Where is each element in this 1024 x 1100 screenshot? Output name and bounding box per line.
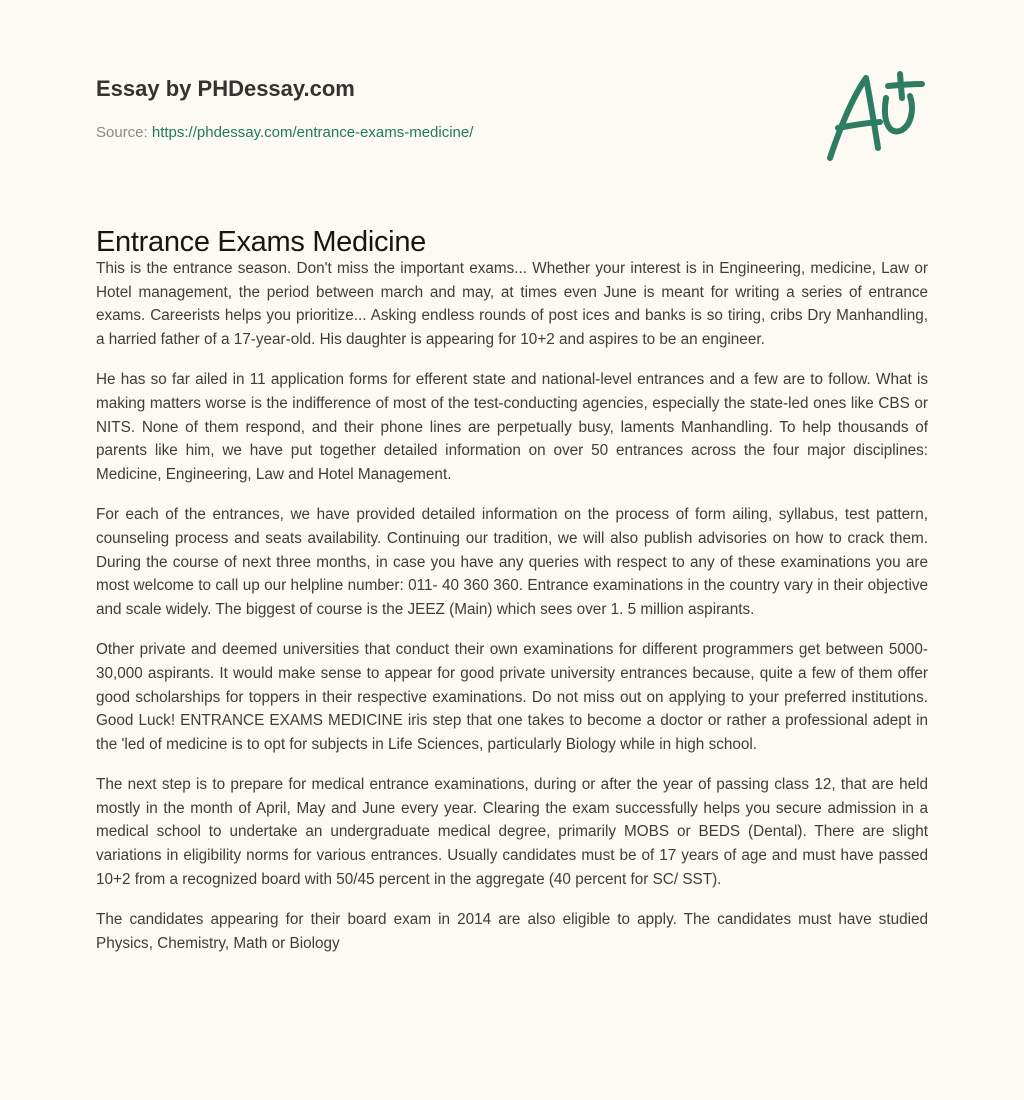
paragraph: Other private and deemed universities that conduct their own examinations for different programmers get between 5000-30,000 aspirants. It would make sense to appear for good private university entrances because, quite a few of them offer good scholarships for toppers in their respective examinations. Do not miss out on applying to your preferred institutions. Good Luck! ENTRANCE EXAMS MEDICINE iris step that one takes to become a doctor or rather a professional adept in the 'led of medicine is to opt for subjects in Life Sciences, particularly Biology while in high school. — [96, 641, 928, 753]
paragraph: The candidates appearing for their board exam in 2014 are also eligible to apply. The candidates must have studied Physics, Chemistry, Math or Biology — [96, 911, 928, 952]
page-title: Entrance Exams Medicine — [96, 226, 426, 258]
paragraph: For each of the entrances, we have provided detailed information on the process of form ailing, syllabus, test pattern, counseling process and seats availability. Continuing our tradition, we will also publish advisories on how to crack them. During the course of next three months, in case you have any queries with respect to any of these examinations you are most welcome to call up our helpline number: 011- 40 360 360. Entrance examinations in the country vary in their objective and scale widely. The biggest of course is the JEEZ (Main) which sees over 1. 5 million aspirants. — [96, 506, 928, 618]
source-link[interactable]: https://phdessay.com/entrance-exams-medicine/ — [151, 124, 474, 141]
source-line — [96, 124, 473, 141]
a-plus-logo-icon — [818, 68, 928, 164]
paragraph: The next step is to prepare for medical entrance examinations, during or after the year of passing class 12, that are held mostly in the month of April, May and June every year. Clearing the exam successfully helps you secure admission in a medical school to undertake an undergraduate medical degree, primarily MOBS or BEDS (Dental). There are slight variations in eligibility norms for various entrances. Usually candidates must be of 17 years of age and must have passed 10+2 from a recognized board with 50/45 percent in the aggregate (40 percent for SC/ SST). — [96, 776, 928, 888]
article-body — [96, 257, 928, 972]
source-label: Source: — [96, 124, 148, 141]
site-brand: Essay by PHDessay.com — [96, 76, 355, 101]
paragraph: This is the entrance season. Don't miss the important exams... Whether your interest is in Engineering, medicine, Law or Hotel management, the period between march and may, at times even June is meant for writing a series of entrance exams. Careerists helps you prioritize... Asking endless rounds of post ices and banks is so tiring, cribs Dry Manhandling, a harried father of a 17-year-old. His daughter is appearing for 10+2 and aspires to be an engineer. — [96, 260, 928, 348]
paragraph: He has so far ailed in 11 application forms for efferent state and national-level entrances and a few are to follow. What is making matters worse is the indifference of most of the test-conducting agencies, especially the state-led ones like CBS or NITS. None of them respond, and their phone lines are perpetually busy, laments Manhandling. To help thousands of parents like him, we have put together detailed information on over 50 entrances across the four major disciplines: Medicine, Engineering, Law and Hotel Management. — [96, 371, 928, 483]
